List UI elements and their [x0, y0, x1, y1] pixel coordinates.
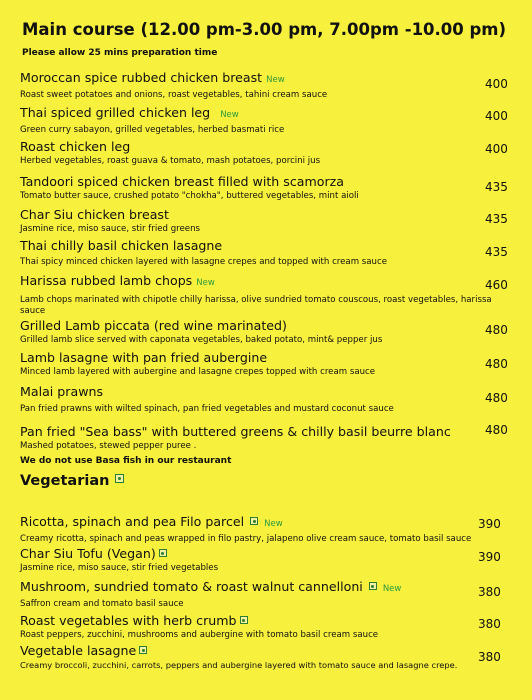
- item-name: Char Siu chicken breast: [20, 207, 169, 222]
- item-description: Grilled lamb slice served with caponata vegetables, baked potato, mint& pepper jus: [20, 335, 383, 345]
- veg-symbol-icon: [115, 474, 124, 483]
- item-price: 480: [485, 323, 508, 337]
- item-name: Thai spiced grilled chicken leg New: [20, 105, 239, 120]
- menu-item: [20, 384, 510, 415]
- menu-item: [20, 139, 510, 167]
- item-description: Tomato butter sauce, crushed potato "chokha", buttered vegetables, mint aioli: [20, 191, 359, 201]
- new-badge: New: [220, 110, 239, 120]
- item-name: Pan fried "Sea bass" with buttered greens & chilly basil beurre blanc: [20, 424, 451, 439]
- item-name: Moroccan spice rubbed chicken breast New: [20, 70, 285, 85]
- item-description: Thai spicy minced chicken layered with lasagne crepes and topped with cream sauce: [20, 257, 388, 267]
- item-price: 400: [485, 77, 508, 91]
- item-price: 435: [485, 180, 508, 194]
- menu-item: [20, 174, 510, 202]
- item-description: Pan fried prawns with wilted spinach, pan fried vegetables and mustard coconut sauce: [20, 404, 394, 414]
- veg-menu-item: [20, 514, 510, 545]
- new-badge: New: [266, 75, 285, 85]
- item-price: 435: [485, 212, 508, 226]
- item-price: 435: [485, 245, 508, 259]
- menu-item: [20, 273, 510, 317]
- item-name: Lamb lasagne with pan fried aubergine: [20, 350, 268, 365]
- item-price: 480: [485, 423, 508, 437]
- item-name: Thai chilly basil chicken lasagne: [20, 238, 223, 253]
- item-price: 380: [478, 617, 501, 631]
- veg-symbol-icon: [369, 582, 377, 590]
- vegetarian-heading: Vegetarian: [20, 473, 124, 489]
- item-description: Roast sweet potatoes and onions, roast vegetables, tahini cream sauce: [20, 90, 328, 100]
- item-price: 480: [485, 357, 508, 371]
- menu-item: [20, 207, 510, 235]
- item-price: 390: [478, 550, 501, 564]
- item-name: Vegetable lasagne: [20, 643, 510, 658]
- item-price: 390: [478, 517, 501, 531]
- item-description: Jasmine rice, miso sauce, stir fried greens: [20, 224, 201, 234]
- menu-item: [20, 238, 510, 268]
- veg-symbol-icon: [159, 549, 167, 557]
- menu-item: [20, 318, 510, 346]
- menu-item: [20, 424, 510, 452]
- item-price: 480: [485, 391, 508, 405]
- item-description: Roast peppers, zucchini, mushrooms and aubergine with tomato basil cream sauce: [20, 630, 379, 640]
- item-name: Char Siu Tofu (Vegan): [20, 546, 510, 561]
- item-name: Malai prawns: [20, 384, 104, 399]
- veg-menu-item: [20, 579, 510, 610]
- veg-menu-item: [20, 546, 510, 574]
- item-description: Green curry sabayon, grilled vegetables, herbed basmati rice: [20, 125, 285, 135]
- item-price: 380: [478, 650, 501, 664]
- item-price: 460: [485, 278, 508, 292]
- item-price: 380: [478, 585, 501, 599]
- menu-item: [20, 70, 510, 101]
- item-description: Lamb chops marinated with chipotle chilly harissa, olive sundried tomato couscous, roast vegetables, harissa sauce: [20, 295, 492, 316]
- item-description: Herbed vegetables, roast guava & tomato, mash potatoes, porcini jus: [20, 156, 321, 166]
- item-description: Creamy ricotta, spinach and peas wrapped in filo pastry, jalapeno olive cream sauce, tomato basil sauce: [20, 534, 472, 544]
- item-description: Mashed potatoes, stewed pepper puree .: [20, 441, 197, 451]
- veg-menu-item: [20, 643, 510, 671]
- item-description: Creamy broccoli, zucchini, carrots, peppers and aubergine layered with tomato sauce and lasagne crepe.: [20, 660, 458, 670]
- new-badge: New: [264, 519, 283, 529]
- item-name: Roast vegetables with herb crumb: [20, 613, 510, 628]
- item-name: Harissa rubbed lamb chops New: [20, 273, 215, 288]
- item-description: Saffron cream and tomato basil sauce: [20, 599, 184, 609]
- item-description: Minced lamb layered with aubergine and lasagne crepes topped with cream sauce: [20, 367, 376, 377]
- veg-menu-item: [20, 613, 510, 641]
- item-name: Grilled Lamb piccata (red wine marinated): [20, 318, 287, 333]
- prep-time-note: Please allow 25 mins preparation time: [22, 48, 218, 58]
- veg-symbol-icon: [240, 616, 248, 624]
- item-name: Ricotta, spinach and pea Filo parcel New: [20, 514, 283, 529]
- page-title: Main course (12.00 pm-3.00 pm, 7.00pm -10.00 pm): [22, 20, 507, 39]
- veg-symbol-icon: [250, 517, 258, 525]
- item-name: Tandoori spiced chicken breast filled with scamorza: [20, 174, 344, 189]
- new-badge: New: [382, 584, 402, 594]
- menu-item: [20, 350, 510, 378]
- item-name: Mushroom, sundried tomato & roast walnut cannelloni New: [20, 579, 402, 594]
- item-price: 400: [485, 142, 508, 156]
- new-badge: New: [196, 278, 215, 288]
- item-price: 400: [485, 109, 508, 123]
- veg-symbol-icon: [139, 646, 147, 654]
- basa-fish-note: We do not use Basa fish in our restaurant: [20, 456, 232, 466]
- item-description: Jasmine rice, miso sauce, stir fried vegetables: [20, 563, 219, 573]
- item-name: Roast chicken leg: [20, 139, 131, 154]
- menu-item: [20, 105, 510, 136]
